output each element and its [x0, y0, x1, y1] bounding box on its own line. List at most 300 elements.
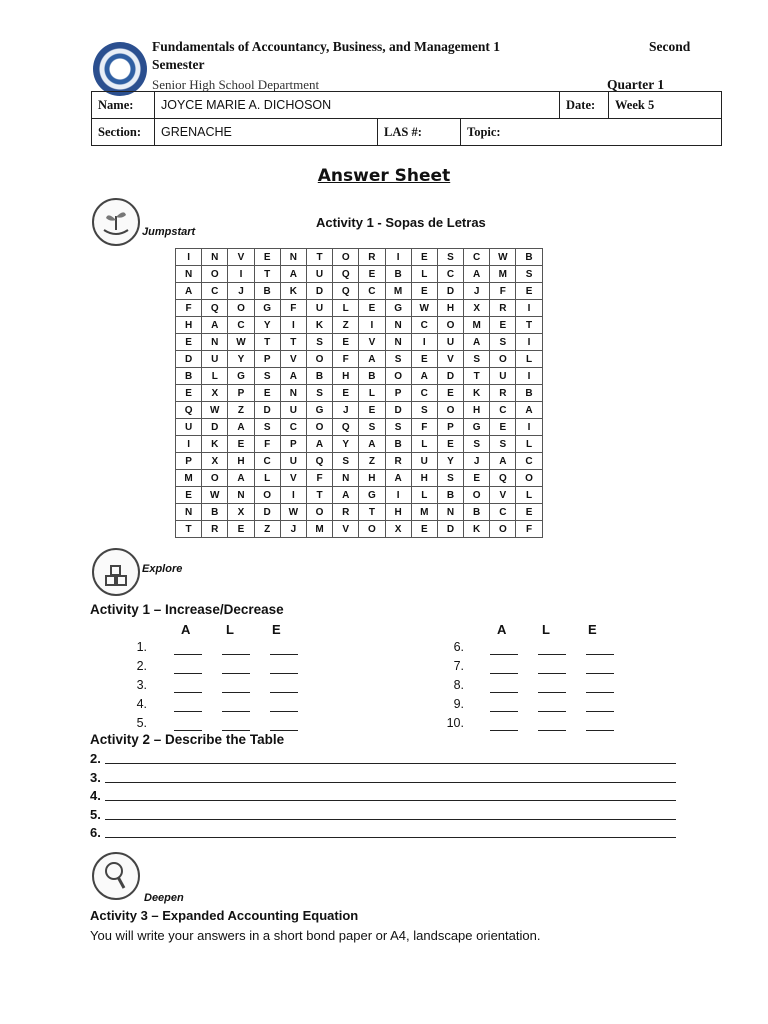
activity2-describe-table-title: Activity 2 – Describe the Table — [90, 732, 285, 747]
line-number: 5. — [90, 806, 101, 822]
grid-cell: Y — [228, 351, 254, 368]
answer-blank[interactable] — [586, 699, 614, 712]
grid-cell: C — [359, 283, 385, 300]
grid-row — [176, 368, 543, 385]
grid-cell: D — [437, 283, 463, 300]
grid-cell: N — [176, 504, 202, 521]
grid-row — [176, 334, 543, 351]
grid-cell: U — [306, 266, 332, 283]
item-number: 5. — [136, 716, 147, 730]
grid-cell: A — [333, 487, 359, 504]
grid-cell: H — [359, 470, 385, 487]
column-header-a: A — [497, 622, 507, 637]
grid-row — [176, 487, 543, 504]
grid-row — [176, 419, 543, 436]
grid-cell: B — [437, 487, 463, 504]
grid-cell: M — [176, 470, 202, 487]
grid-cell: Y — [437, 453, 463, 470]
grid-cell: T — [254, 334, 280, 351]
grid-cell: E — [516, 283, 542, 300]
grid-cell: U — [411, 453, 437, 470]
grid-cell: F — [333, 351, 359, 368]
answer-line[interactable] — [105, 807, 676, 820]
grid-cell: B — [202, 504, 228, 521]
grid-cell: L — [516, 436, 542, 453]
grid-cell: E — [254, 249, 280, 266]
grid-cell: F — [490, 283, 516, 300]
grid-cell: T — [306, 249, 332, 266]
grid-cell: F — [411, 419, 437, 436]
answer-blank[interactable] — [538, 718, 566, 731]
item-number: 9. — [453, 697, 464, 711]
grid-cell: O — [306, 351, 332, 368]
column-header-a: A — [181, 622, 191, 637]
grid-cell: D — [176, 351, 202, 368]
column-header-l: L — [542, 622, 550, 637]
answer-blank[interactable] — [222, 718, 250, 731]
answer-blank[interactable] — [586, 642, 614, 655]
grid-cell: E — [516, 504, 542, 521]
page-title: Answer Sheet — [317, 166, 451, 186]
grid-cell: Y — [254, 317, 280, 334]
grid-cell: I — [516, 300, 542, 317]
grid-cell: R — [202, 521, 228, 538]
activity1-increase-decrease-title: Activity 1 – Increase/Decrease — [90, 602, 284, 617]
grid-cell: L — [411, 487, 437, 504]
answer-blank[interactable] — [270, 718, 298, 731]
grid-cell: Z — [359, 453, 385, 470]
grid-cell: O — [306, 419, 332, 436]
item-number: 8. — [453, 678, 464, 692]
grid-cell: R — [359, 249, 385, 266]
answer-line[interactable] — [105, 825, 676, 838]
grid-cell: S — [437, 470, 463, 487]
grid-cell: D — [385, 402, 411, 419]
grid-cell: O — [359, 521, 385, 538]
grid-cell: P — [176, 453, 202, 470]
grid-cell: B — [385, 266, 411, 283]
grid-cell: Q — [490, 470, 516, 487]
grid-cell: A — [464, 266, 490, 283]
blocks-icon — [92, 548, 140, 596]
grid-cell: I — [385, 487, 411, 504]
grid-cell: J — [333, 402, 359, 419]
grid-cell: M — [385, 283, 411, 300]
grid-cell: N — [202, 334, 228, 351]
grid-row — [176, 436, 543, 453]
grid-cell: W — [202, 487, 228, 504]
date-field[interactable]: Week 5 — [609, 92, 722, 119]
grid-cell: W — [202, 402, 228, 419]
grid-cell: S — [333, 453, 359, 470]
grid-cell: S — [490, 436, 516, 453]
grid-cell: B — [516, 249, 542, 266]
grid-cell: E — [359, 266, 385, 283]
column-header-e: E — [588, 622, 597, 637]
grid-cell: T — [359, 504, 385, 521]
grid-cell: N — [280, 385, 306, 402]
answer-line[interactable] — [105, 788, 676, 801]
grid-cell: N — [280, 249, 306, 266]
grid-cell: I — [176, 436, 202, 453]
grid-row — [176, 249, 543, 266]
grid-cell: H — [437, 300, 463, 317]
grid-cell: Z — [228, 402, 254, 419]
grid-cell: E — [176, 334, 202, 351]
school-logo — [93, 42, 147, 96]
grid-cell: C — [464, 249, 490, 266]
grid-cell: Q — [306, 453, 332, 470]
grid-cell: C — [411, 317, 437, 334]
grid-cell: F — [516, 521, 542, 538]
grid-cell: T — [280, 334, 306, 351]
grid-cell: S — [464, 436, 490, 453]
grid-cell: B — [464, 504, 490, 521]
answer-blank[interactable] — [174, 680, 202, 693]
grid-cell: K — [464, 521, 490, 538]
grid-cell: D — [437, 368, 463, 385]
grid-cell: A — [228, 470, 254, 487]
grid-cell: O — [516, 470, 542, 487]
grid-cell: O — [437, 317, 463, 334]
semester-label-right: Second — [649, 39, 691, 54]
grid-cell: O — [490, 521, 516, 538]
grid-cell: O — [228, 300, 254, 317]
answer-blank[interactable] — [174, 642, 202, 655]
grid-cell: M — [306, 521, 332, 538]
grid-cell: N — [176, 266, 202, 283]
grid-cell: O — [202, 470, 228, 487]
grid-cell: A — [202, 317, 228, 334]
grid-cell: D — [306, 283, 332, 300]
subject-title: Fundamentals of Accountancy, Business, and Management 1 — [152, 39, 501, 54]
grid-cell: N — [202, 249, 228, 266]
answer-blank[interactable] — [490, 661, 518, 674]
grid-cell: Z — [333, 317, 359, 334]
grid-cell: F — [176, 300, 202, 317]
grid-cell: I — [516, 334, 542, 351]
grid-cell: C — [516, 453, 542, 470]
grid-cell: S — [490, 334, 516, 351]
grid-cell: A — [228, 419, 254, 436]
item-number: 10. — [446, 716, 464, 730]
item-number: 7. — [453, 659, 464, 673]
topic-label: Topic: — [461, 119, 722, 146]
grid-cell: Q — [176, 402, 202, 419]
answer-blank[interactable] — [222, 699, 250, 712]
grid-cell: E — [359, 300, 385, 317]
grid-cell: L — [516, 487, 542, 504]
grid-cell: E — [490, 317, 516, 334]
grid-cell: C — [437, 266, 463, 283]
answer-blank[interactable] — [174, 718, 202, 731]
grid-cell: E — [228, 521, 254, 538]
grid-cell: B — [385, 436, 411, 453]
grid-cell: B — [254, 283, 280, 300]
grid-cell: U — [437, 334, 463, 351]
answer-blank[interactable] — [270, 680, 298, 693]
grid-cell: I — [359, 317, 385, 334]
grid-cell: E — [254, 385, 280, 402]
grid-cell: L — [516, 351, 542, 368]
answer-blank[interactable] — [490, 699, 518, 712]
activity1-word-search-title: Activity 1 - Sopas de Letras — [316, 215, 486, 230]
grid-cell: E — [228, 436, 254, 453]
grid-cell: L — [202, 368, 228, 385]
grid-cell: S — [385, 351, 411, 368]
grid-cell: R — [385, 453, 411, 470]
grid-cell: Q — [202, 300, 228, 317]
grid-cell: Q — [333, 419, 359, 436]
grid-cell: P — [437, 419, 463, 436]
answer-blank[interactable] — [586, 680, 614, 693]
grid-cell: X — [228, 504, 254, 521]
explore-label: Explore — [142, 563, 183, 575]
grid-cell: E — [333, 385, 359, 402]
grid-row — [176, 453, 543, 470]
name-label: Name: — [92, 92, 155, 119]
grid-cell: H — [385, 504, 411, 521]
grid-row — [176, 266, 543, 283]
grid-cell: D — [254, 402, 280, 419]
grid-cell: K — [306, 317, 332, 334]
answer-blank[interactable] — [174, 661, 202, 674]
column-header-e: E — [272, 622, 281, 637]
answer-line[interactable] — [105, 770, 676, 783]
grid-cell: B — [359, 368, 385, 385]
grid-row — [176, 385, 543, 402]
grid-row — [176, 283, 543, 300]
grid-cell: F — [306, 470, 332, 487]
jumpstart-label: Jumpstart — [142, 226, 196, 238]
grid-cell: M — [464, 317, 490, 334]
grid-cell: N — [437, 504, 463, 521]
item-number: 6. — [453, 640, 464, 654]
grid-cell: L — [411, 266, 437, 283]
grid-cell: O — [202, 266, 228, 283]
grid-cell: C — [411, 385, 437, 402]
answer-blank[interactable] — [538, 680, 566, 693]
grid-cell: P — [254, 351, 280, 368]
grid-cell: V — [280, 351, 306, 368]
grid-cell: L — [333, 300, 359, 317]
grid-cell: J — [228, 283, 254, 300]
name-field[interactable]: JOYCE MARIE A. DICHOSON — [155, 92, 560, 119]
grid-cell: G — [464, 419, 490, 436]
answer-blank[interactable] — [174, 699, 202, 712]
grid-cell: V — [490, 487, 516, 504]
grid-cell: L — [411, 436, 437, 453]
item-number: 2. — [136, 659, 147, 673]
grid-cell: X — [385, 521, 411, 538]
grid-cell: B — [516, 385, 542, 402]
grid-cell: H — [333, 368, 359, 385]
grid-cell: E — [176, 385, 202, 402]
grid-cell: Q — [333, 283, 359, 300]
answer-blank[interactable] — [490, 718, 518, 731]
grid-cell: O — [437, 402, 463, 419]
grid-cell: O — [464, 487, 490, 504]
grid-cell: I — [411, 334, 437, 351]
grid-cell: I — [385, 249, 411, 266]
grid-cell: D — [437, 521, 463, 538]
grid-cell: E — [411, 521, 437, 538]
item-number: 4. — [136, 697, 147, 711]
answer-blank[interactable] — [586, 661, 614, 674]
grid-cell: J — [280, 521, 306, 538]
grid-cell: E — [359, 402, 385, 419]
grid-cell: D — [202, 419, 228, 436]
grid-cell: S — [464, 351, 490, 368]
grid-cell: I — [516, 419, 542, 436]
grid-cell: A — [516, 402, 542, 419]
grid-cell: T — [176, 521, 202, 538]
grid-cell: E — [490, 419, 516, 436]
grid-row — [176, 470, 543, 487]
grid-cell: H — [464, 402, 490, 419]
answer-blank[interactable] — [222, 661, 250, 674]
grid-cell: A — [176, 283, 202, 300]
grid-cell: A — [490, 453, 516, 470]
grid-cell: L — [359, 385, 385, 402]
grid-cell: G — [254, 300, 280, 317]
answer-blank[interactable] — [270, 642, 298, 655]
grid-cell: O — [490, 351, 516, 368]
grid-cell: G — [306, 402, 332, 419]
grid-cell: C — [490, 402, 516, 419]
answer-blank[interactable] — [490, 642, 518, 655]
grid-cell: C — [280, 419, 306, 436]
grid-row — [176, 521, 543, 538]
answer-blank[interactable] — [538, 699, 566, 712]
line-number: 4. — [90, 788, 101, 803]
grid-cell: I — [516, 368, 542, 385]
student-info-table — [91, 91, 722, 146]
grid-cell: C — [202, 283, 228, 300]
grid-cell: S — [306, 385, 332, 402]
grid-cell: B — [306, 368, 332, 385]
grid-cell: W — [411, 300, 437, 317]
grid-cell: X — [202, 385, 228, 402]
date-label: Date: — [560, 92, 609, 119]
grid-cell: P — [385, 385, 411, 402]
grid-cell: A — [411, 368, 437, 385]
grid-cell: R — [490, 300, 516, 317]
grid-cell: I — [176, 249, 202, 266]
grid-cell: U — [280, 402, 306, 419]
grid-row — [176, 402, 543, 419]
answer-blank[interactable] — [490, 680, 518, 693]
grid-cell: U — [306, 300, 332, 317]
grid-cell: S — [254, 419, 280, 436]
grid-cell: G — [228, 368, 254, 385]
grid-cell: K — [280, 283, 306, 300]
grid-cell: M — [411, 504, 437, 521]
grid-cell: A — [385, 470, 411, 487]
grid-cell: A — [306, 436, 332, 453]
grid-cell: E — [437, 436, 463, 453]
grid-cell: P — [228, 385, 254, 402]
grid-cell: O — [254, 487, 280, 504]
grid-cell: E — [437, 385, 463, 402]
grid-cell: S — [437, 249, 463, 266]
grid-cell: K — [464, 385, 490, 402]
grid-cell: I — [280, 487, 306, 504]
grid-cell: P — [280, 436, 306, 453]
grid-cell: S — [411, 402, 437, 419]
grid-cell: X — [202, 453, 228, 470]
grid-cell: B — [176, 368, 202, 385]
grid-row — [176, 351, 543, 368]
grid-cell: N — [385, 317, 411, 334]
word-search-grid — [175, 248, 543, 538]
answer-line[interactable] — [105, 751, 676, 764]
grid-cell: E — [411, 283, 437, 300]
grid-cell: J — [464, 283, 490, 300]
grid-cell: G — [385, 300, 411, 317]
grid-cell: A — [359, 351, 385, 368]
grid-cell: L — [254, 470, 280, 487]
answer-blank[interactable] — [222, 642, 250, 655]
line-number: 6. — [90, 825, 101, 840]
deepen-label: Deepen — [144, 892, 184, 904]
grid-cell: V — [280, 470, 306, 487]
grid-cell: T — [464, 368, 490, 385]
grid-cell: Z — [254, 521, 280, 538]
answer-blank[interactable] — [538, 642, 566, 655]
grid-cell: W — [228, 334, 254, 351]
grid-cell: C — [490, 504, 516, 521]
grid-cell: R — [490, 385, 516, 402]
grid-cell: S — [516, 266, 542, 283]
grid-cell: H — [176, 317, 202, 334]
grid-cell: W — [490, 249, 516, 266]
answer-blank[interactable] — [270, 699, 298, 712]
section-label: Section: — [92, 119, 155, 146]
grid-cell: E — [411, 351, 437, 368]
grid-cell: A — [464, 334, 490, 351]
grid-cell: T — [306, 487, 332, 504]
grid-cell: V — [359, 334, 385, 351]
department-label: Senior High School Department — [152, 77, 320, 92]
grid-cell: M — [490, 266, 516, 283]
grid-cell: S — [254, 368, 280, 385]
grid-cell: U — [280, 453, 306, 470]
quarter-label: Quarter 1 — [607, 77, 665, 92]
grid-cell: X — [464, 300, 490, 317]
answer-blank[interactable] — [222, 680, 250, 693]
answer-blank[interactable] — [586, 718, 614, 731]
section-field[interactable]: GRENACHE — [155, 119, 378, 146]
line-number: 3. — [90, 769, 101, 785]
grid-cell: E — [333, 334, 359, 351]
grid-cell: U — [490, 368, 516, 385]
grid-cell: O — [385, 368, 411, 385]
grid-cell: A — [280, 266, 306, 283]
answer-blank[interactable] — [538, 661, 566, 674]
grid-cell: S — [385, 419, 411, 436]
grid-cell: T — [254, 266, 280, 283]
grid-row — [176, 300, 543, 317]
magnifier-icon — [92, 852, 140, 900]
grid-cell: I — [228, 266, 254, 283]
grid-cell: U — [176, 419, 202, 436]
answer-blank[interactable] — [270, 661, 298, 674]
grid-cell: S — [359, 419, 385, 436]
grid-cell: S — [306, 334, 332, 351]
grid-cell: O — [333, 249, 359, 266]
grid-cell: O — [306, 504, 332, 521]
